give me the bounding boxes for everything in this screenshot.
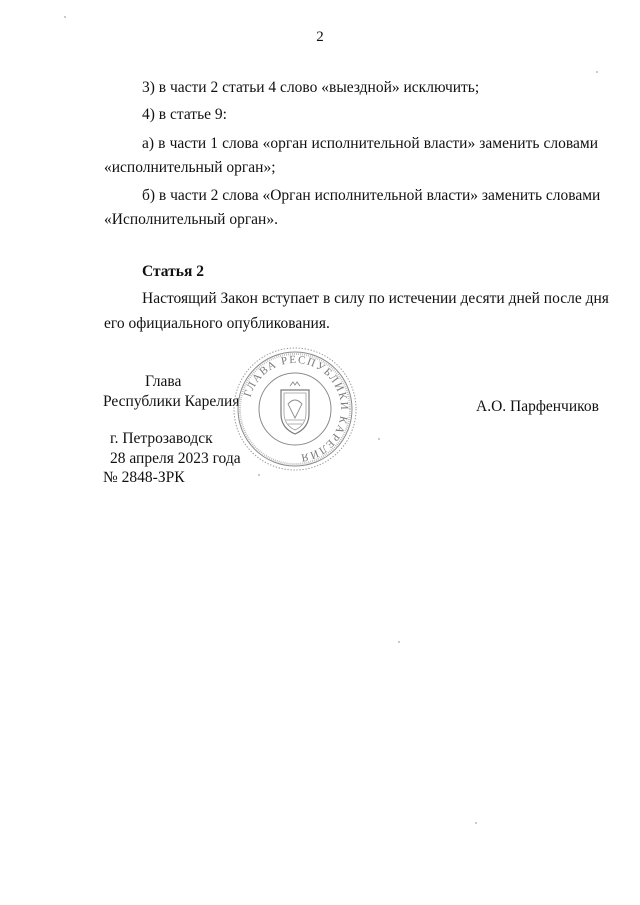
scan-speck — [378, 438, 380, 440]
official-seal-icon — [232, 346, 358, 472]
signatory-title-line1: Глава — [145, 373, 182, 390]
amendment-item-4a-line2: «исполнительный орган»; — [104, 159, 276, 176]
amendment-item-3: 3) в части 2 статьи 4 слово «выездной» исключить; — [142, 79, 480, 96]
signatory-title-line2: Республики Карелия — [103, 393, 240, 410]
article-2-text-line1: Настоящий Закон вступает в силу по истечении десяти дней после дня — [142, 290, 609, 307]
place-of-signing: г. Петрозаводск — [110, 430, 213, 447]
scan-speck — [475, 822, 477, 824]
amendment-item-4b-line1: б) в части 2 слова «Орган исполнительной власти» заменить словами — [142, 187, 601, 204]
svg-text:ГЛАВА РЕСПУБЛИКИ КАРЕЛИЯ: ГЛАВА РЕСПУБЛИКИ КАРЕЛИЯ — [241, 353, 351, 464]
page-number: 2 — [316, 29, 324, 45]
article-2-text-line2: его официального опубликования. — [104, 315, 330, 332]
scan-speck — [258, 474, 260, 476]
amendment-item-4a-line1: а) в части 1 слова «орган исполнительной власти» заменить словами — [142, 135, 598, 152]
law-number: № 2848-ЗРК — [103, 469, 185, 486]
amendment-item-4b-line2: «Исполнительный орган». — [104, 211, 278, 228]
scan-speck — [398, 641, 400, 643]
article-2-heading: Статья 2 — [142, 263, 204, 280]
amendment-item-4: 4) в статье 9: — [142, 106, 227, 123]
date-of-signing: 28 апреля 2023 года — [110, 450, 241, 467]
scan-speck — [596, 71, 598, 73]
signatory-name: А.О. Парфенчиков — [476, 398, 599, 415]
scan-speck — [64, 16, 66, 18]
